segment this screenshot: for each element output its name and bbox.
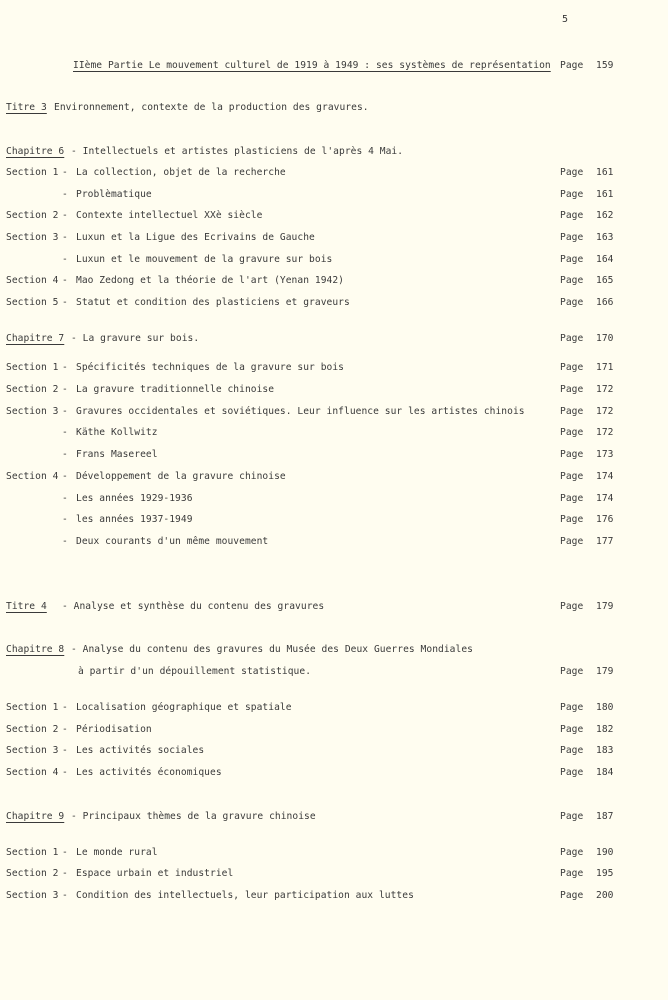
toc-entry	[0, 449, 668, 463]
entry-text: Le monde rural	[76, 847, 158, 858]
toc-entry	[0, 362, 668, 376]
page-ref: 171	[596, 362, 614, 373]
chapitre-text: - Intellectuels et artistes plasticiens de l'après 4 Mai.	[71, 146, 404, 157]
entry-text: Les activités sociales	[76, 745, 205, 756]
page-label: Page	[560, 724, 584, 735]
titre-text: - Analyse et synthèse du contenu des gravures	[62, 601, 325, 612]
toc-entry	[0, 702, 668, 716]
dash: -	[62, 536, 68, 547]
page-ref: 174	[596, 493, 614, 504]
toc-entry	[0, 724, 668, 738]
page-label: Page	[560, 189, 584, 200]
page-label: Page	[560, 362, 584, 373]
dash: -	[62, 384, 68, 395]
entry-text: Les activités économiques	[76, 767, 222, 778]
toc-entry	[0, 189, 668, 203]
page-number: 5	[562, 14, 569, 25]
section-label: Section 1	[6, 847, 59, 858]
section-label: Section 2	[6, 384, 59, 395]
page-label: Page	[560, 890, 584, 901]
page-label: Page	[560, 536, 584, 547]
entry-text: Problèmatique	[76, 189, 152, 200]
dash: -	[62, 275, 68, 286]
section-label: Section 3	[6, 890, 59, 901]
page-label: Page	[560, 406, 584, 417]
section-label: Section 4	[6, 275, 59, 286]
chapitre-7-row	[0, 333, 668, 347]
toc-entry	[0, 514, 668, 528]
toc-entry	[0, 868, 668, 882]
section-label: Section 1	[6, 362, 59, 373]
page-ref: 184	[596, 767, 614, 778]
page-label: Page	[560, 232, 584, 243]
chapitre-6-row	[0, 146, 668, 160]
dash: -	[62, 890, 68, 901]
page-ref: 161	[596, 189, 614, 200]
chapitre-label: Chapitre 8	[6, 644, 65, 655]
page-ref: 162	[596, 210, 614, 221]
entry-text: Käthe Kollwitz	[76, 427, 158, 438]
page-label: Page	[560, 702, 584, 713]
section-label: Section 3	[6, 232, 59, 243]
section-label: Section 1	[6, 702, 59, 713]
chapitre-text: - Principaux thèmes de la gravure chinoise	[71, 811, 316, 822]
toc-entry	[0, 745, 668, 759]
page-ref: 173	[596, 449, 614, 460]
page-label: Page	[560, 471, 584, 482]
page-ref: 170	[596, 333, 614, 344]
entry-text: Statut et condition des plasticiens et graveurs	[76, 297, 350, 308]
toc-entry	[0, 167, 668, 181]
chapitre-text: - Analyse du contenu des gravures du Musée des Deux Guerres Mondiales	[71, 644, 473, 655]
toc-entry	[0, 471, 668, 485]
page-ref: 195	[596, 868, 614, 879]
entry-text: les années 1937-1949	[76, 514, 193, 525]
page-ref: 180	[596, 702, 614, 713]
page-ref: 164	[596, 254, 614, 265]
section-label: Section 4	[6, 767, 59, 778]
page-label: Page	[560, 254, 584, 265]
section-label: Section 3	[6, 406, 59, 417]
page-label: Page	[560, 601, 584, 612]
part-title: IIème Partie Le mouvement culturel de 1919 à 1949 : ses systèmes de représentation	[73, 60, 551, 71]
page-ref: 190	[596, 847, 614, 858]
page-label: Page	[560, 427, 584, 438]
section-label: Section 2	[6, 724, 59, 735]
page-ref: 176	[596, 514, 614, 525]
chapitre-8-row	[0, 644, 668, 658]
page-label: Page	[560, 745, 584, 756]
dash: -	[62, 847, 68, 858]
page-ref: 166	[596, 297, 614, 308]
entry-text: Luxun et le mouvement de la gravure sur bois	[76, 254, 333, 265]
page-label: Page	[560, 449, 584, 460]
toc-entry	[0, 232, 668, 246]
dash: -	[62, 406, 68, 417]
entry-text: Condition des intellectuels, leur participation aux luttes	[76, 890, 414, 901]
chapitre-text: - La gravure sur bois.	[71, 333, 200, 344]
entry-text: Luxun et la Ligue des Ecrivains de Gauche	[76, 232, 315, 243]
toc-entry	[0, 847, 668, 861]
titre-3-row	[0, 102, 668, 116]
page-label: Page	[560, 514, 584, 525]
section-label: Section 2	[6, 868, 59, 879]
section-label: Section 2	[6, 210, 59, 221]
dash: -	[62, 868, 68, 879]
dash: -	[62, 427, 68, 438]
chapitre-9-row	[0, 811, 668, 825]
chapitre-label: Chapitre 9	[6, 811, 65, 822]
page-label: Page	[560, 847, 584, 858]
toc-entry	[0, 406, 668, 420]
toc-entry	[0, 297, 668, 311]
chapitre-8-row-continued	[0, 666, 668, 680]
page-label: Page	[560, 811, 584, 822]
entry-text: Frans Masereel	[76, 449, 158, 460]
entry-text: Développement de la gravure chinoise	[76, 471, 286, 482]
entry-text: Deux courants d'un même mouvement	[76, 536, 269, 547]
page-label: Page	[560, 666, 584, 677]
entry-text: Espace urbain et industriel	[76, 868, 234, 879]
page-label: Page	[560, 868, 584, 879]
page-ref: 179	[596, 666, 614, 677]
entry-text: Les années 1929-1936	[76, 493, 193, 504]
entry-text: Contexte intellectuel XXè siècle	[76, 210, 263, 221]
dash: -	[62, 702, 68, 713]
page-ref: 182	[596, 724, 614, 735]
page-ref: 172	[596, 406, 614, 417]
titre-4-row	[0, 601, 668, 615]
toc-entry	[0, 493, 668, 507]
page-label: Page	[560, 210, 584, 221]
page-ref: 183	[596, 745, 614, 756]
page-ref: 159	[596, 60, 614, 71]
dash: -	[62, 362, 68, 373]
section-label: Section 4	[6, 471, 59, 482]
dash: -	[62, 297, 68, 308]
dash: -	[62, 210, 68, 221]
part-heading-row	[0, 60, 668, 74]
toc-entry	[0, 767, 668, 781]
dash: -	[62, 232, 68, 243]
toc-entry	[0, 210, 668, 224]
page-ref: 200	[596, 890, 614, 901]
dash: -	[62, 767, 68, 778]
entry-text: Périodisation	[76, 724, 152, 735]
dash: -	[62, 449, 68, 460]
entry-text: Spécificités techniques de la gravure sur bois	[76, 362, 344, 373]
page-ref: 174	[596, 471, 614, 482]
page-label: Page	[560, 275, 584, 286]
dash: -	[62, 167, 68, 178]
entry-text: Mao Zedong et la théorie de l'art (Yenan 1942)	[76, 275, 344, 286]
titre-label: Titre 3	[6, 102, 47, 113]
page-label: Page	[560, 384, 584, 395]
titre-label: Titre 4	[6, 601, 47, 612]
dash: -	[62, 254, 68, 265]
toc-entry	[0, 254, 668, 268]
page-ref: 177	[596, 536, 614, 547]
section-label: Section 3	[6, 745, 59, 756]
page-label: Page	[560, 167, 584, 178]
dash: -	[62, 493, 68, 504]
dash: -	[62, 514, 68, 525]
toc-entry	[0, 275, 668, 289]
dash: -	[62, 724, 68, 735]
dash: -	[62, 471, 68, 482]
chapitre-text-continued: à partir d'un dépouillement statistique.	[78, 666, 312, 677]
entry-text: La collection, objet de la recherche	[76, 167, 286, 178]
page-label: Page	[560, 493, 584, 504]
toc-entry	[0, 427, 668, 441]
page-ref: 163	[596, 232, 614, 243]
page-label: Page	[560, 767, 584, 778]
chapitre-label: Chapitre 6	[6, 146, 65, 157]
page-ref: 172	[596, 427, 614, 438]
page-ref: 165	[596, 275, 614, 286]
dash: -	[62, 745, 68, 756]
page-ref: 187	[596, 811, 614, 822]
entry-text: La gravure traditionnelle chinoise	[76, 384, 275, 395]
page-label: Page	[560, 297, 584, 308]
toc-entry	[0, 384, 668, 398]
section-label: Section 1	[6, 167, 59, 178]
page-ref: 161	[596, 167, 614, 178]
section-label: Section 5	[6, 297, 59, 308]
page-label: Page	[560, 333, 584, 344]
entry-text: Gravures occidentales et soviétiques. Leur influence sur les artistes chinois	[76, 406, 525, 417]
dash: -	[62, 189, 68, 200]
chapitre-label: Chapitre 7	[6, 333, 65, 344]
titre-text: Environnement, contexte de la production des gravures.	[54, 102, 369, 113]
toc-entry	[0, 890, 668, 904]
entry-text: Localisation géographique et spatiale	[76, 702, 292, 713]
toc-entry	[0, 536, 668, 550]
page-ref: 172	[596, 384, 614, 395]
page-ref: 179	[596, 601, 614, 612]
page-label: Page	[560, 60, 584, 71]
